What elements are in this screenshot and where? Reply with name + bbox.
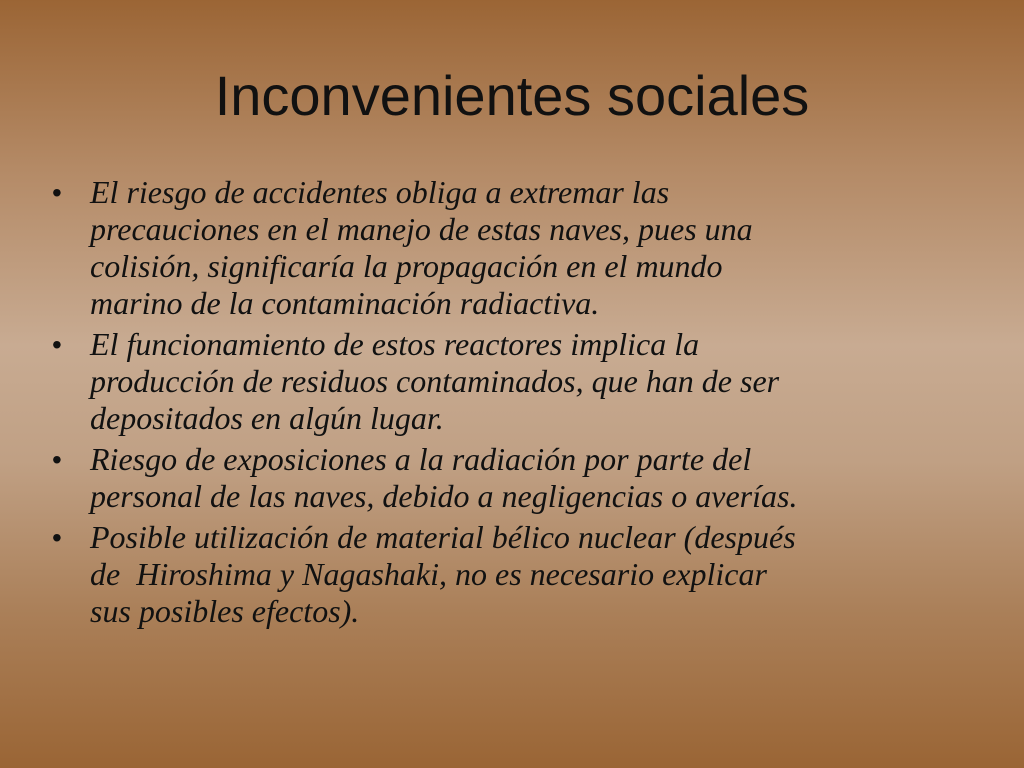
bullet-line: de Hiroshima y Nagashaki, no es necesario explicar: [90, 556, 767, 592]
bullet-line: personal de las naves, debido a negligencias o averías.: [90, 478, 798, 514]
bullet-dot-icon: •: [52, 177, 62, 208]
bullet-dot-icon: •: [52, 444, 62, 475]
bullet-dot-icon: •: [52, 329, 62, 360]
bullet-item: [50, 519, 990, 630]
bullet-line: sus posibles efectos).: [90, 593, 360, 629]
bullet-item: [50, 174, 990, 322]
bullet-line: El funcionamiento de estos reactores implica la: [90, 326, 700, 362]
bullet-dot-icon: •: [52, 522, 62, 553]
bullet-line: Riesgo de exposiciones a la radiación por parte del: [90, 441, 752, 477]
bullet-line: producción de residuos contaminados, que han de ser: [90, 363, 780, 399]
bullet-list: [50, 174, 990, 634]
bullet-line: depositados en algún lugar.: [90, 400, 444, 436]
bullet-line: marino de la contaminación radiactiva.: [90, 285, 600, 321]
bullet-line: precauciones en el manejo de estas naves, pues una: [90, 211, 753, 247]
bullet-item: [50, 441, 990, 515]
bullet-line: El riesgo de accidentes obliga a extremar las: [90, 174, 670, 210]
slide-title: Inconvenientes sociales: [214, 64, 810, 127]
bullet-line: colisión, significaría la propagación en el mundo: [90, 248, 723, 284]
bullet-item: [50, 326, 990, 437]
bullet-line: Posible utilización de material bélico nuclear (después: [90, 519, 796, 555]
